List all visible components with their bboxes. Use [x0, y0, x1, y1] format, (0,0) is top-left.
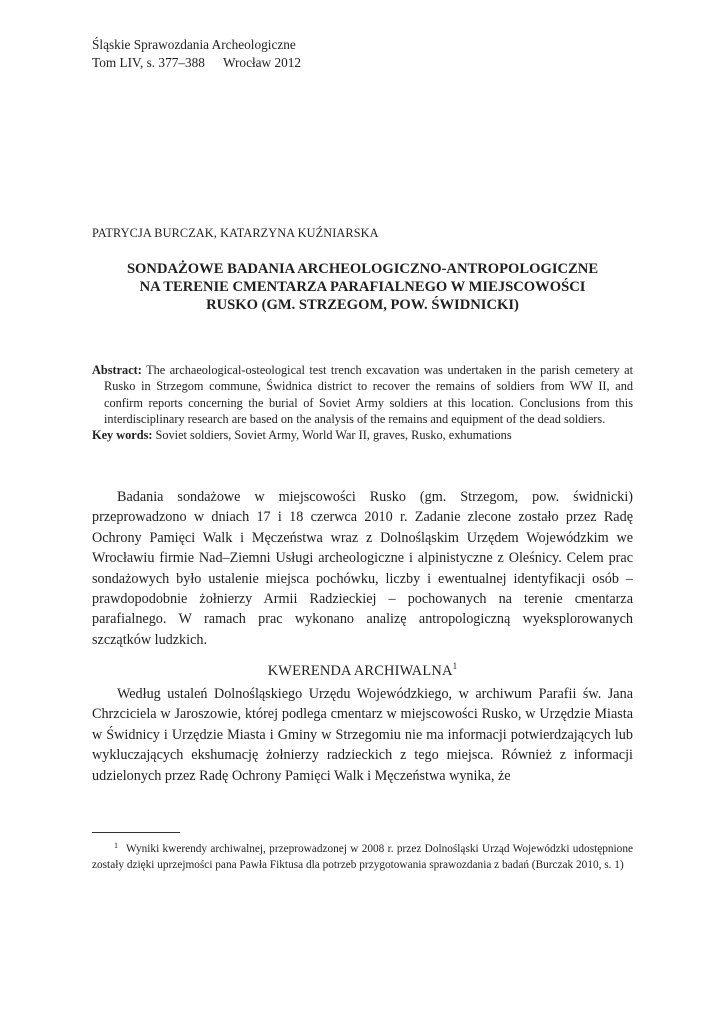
title-line: RUSKO (GM. STRZEGOM, POW. ŚWIDNICKI) — [206, 297, 519, 313]
journal-name: Śląskie Sprawozdania Archeologiczne — [92, 37, 296, 52]
intro-paragraph: Badania sondażowe w miejscowości Rusko (gm. Strzegom, pow. świdnicki) przeprowadzono w dniach 17 i 18 czerwca 2010 r. Zadanie zlecone zostało przez Radę Ochrony Pamięci Walk i Męczeństwa wraz z Dolnośląskim Urzędem Wojewódzkim we Wrocławiu firmie Nad–Ziemni Usługi archeologiczne i alpinistyczne z Oleśnicy. Celem prac sondażowych było ustalenie miejsca pochówku, liczby i ewentualnej identyfikacji osób – prawdopodobnie żołnierzy Armii Radzieckiej – pochowanych na terenie cmentarza parafialnego. W ramach prac wykonano analizę antropologiczną wyeksplorowanych szczątków ludzkich. — [92, 489, 633, 648]
abstract-block — [92, 362, 633, 443]
journal-volume: Tom LIV, s. 377–388 — [92, 55, 205, 70]
abstract-text: The archaeological-osteological test trench excavation was undertaken in the parish cemetery at Rusko in Strzegom commune, Świdnica district to recover the remains of soldiers from WW II, and confirm reports concerning the burial of Soviet Army soldiers at this location. Conclusions from this interdisciplinary research are based on the analysis of the remains and equipment of the dead soldiers. — [104, 363, 633, 426]
journal-header — [92, 36, 301, 72]
footnote-text: Wyniki kwerendy archiwalnej, przeprowadzonej w 2008 r. przez Dolnośląski Urząd Wojewódzki udostępnione zostały dzięki uprzejmości pana Pawła Fiktusa dla potrzeb przygotowania sprawozdania z badań (Burczak 2010, s. 1) — [92, 843, 633, 871]
keywords-text: Soviet soldiers, Soviet Army, World War II, graves, Rusko, exhumations — [155, 428, 512, 443]
section-heading — [92, 661, 633, 680]
title-line: NA TERENIE CMENTARZA PARAFIALNEGO W MIEJSCOWOŚCI — [139, 279, 586, 295]
journal-place-year: Wrocław 2012 — [222, 55, 302, 70]
article-title — [92, 260, 633, 314]
abstract — [92, 362, 633, 427]
footnote-number: 1 — [114, 841, 118, 850]
footnote — [92, 838, 633, 873]
footnote-reference[interactable]: 1 — [452, 661, 458, 671]
intro-section — [92, 487, 633, 650]
journal-volume-line — [92, 54, 301, 72]
keywords — [92, 427, 633, 443]
authors: PATRYCJA BURCZAK, KATARZYNA KUŹNIARSKA — [92, 226, 379, 240]
title-line: SONDAŻOWE BADANIA ARCHEOLOGICZNO-ANTROPOLOGICZNE — [126, 261, 599, 277]
abstract-label: Abstract: — [92, 363, 142, 377]
keywords-label: Key words: — [92, 428, 153, 443]
footnote-divider — [92, 832, 180, 833]
section-paragraph: Według ustaleń Dolnośląskiego Urzędu Wojewódzkiego, w archiwum Parafii św. Jana Chrzciciela w Jaroszowie, której podlega cmentarz w miejscowości Rusko, w Urzędzie Miasta w Świdnicy i Urzędzie Miasta i Gminy w Strzegomiu nie ma informacji potwierdzających lub wykluczających ekshumację żołnierzy radzieckich z tego miejsca. Również z informacji udzielonych przez Radę Ochrony Pamięci Walk i Męczeństwa wynika, że — [92, 686, 633, 784]
section-heading-text: KWERENDA ARCHIWALNA — [267, 663, 453, 679]
section-body — [92, 684, 633, 786]
